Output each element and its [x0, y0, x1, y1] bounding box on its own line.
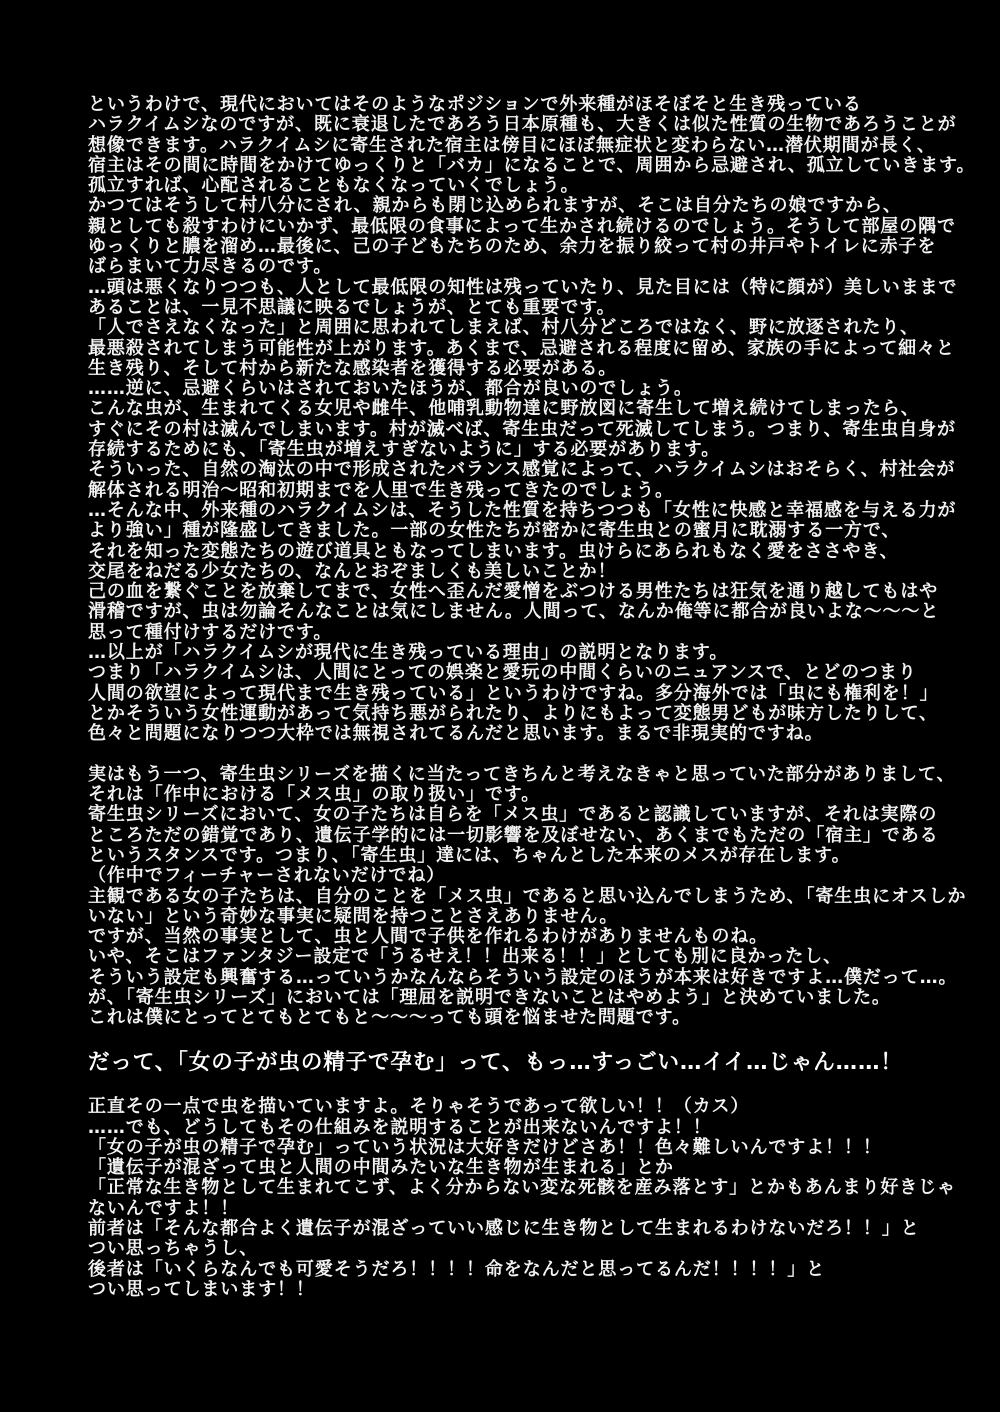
text-line: そういった、自然の淘汰の中で形成されたバランス感覚によって、ハラクイムシはおそらく、村社会が: [88, 459, 956, 481]
text-line: ハラクイムシなのですが、既に衰退したであろう日本原種も、大きくは似た性質の生物であろうことが: [88, 114, 957, 136]
text-line: ……でも、どうしてもその仕組みを説明することが出来ないんですよ！！: [88, 1116, 712, 1138]
text-line: 親としても殺すわけにいかず、最低限の食事によって生かされ続けるのでしょう。そうして部屋の隅で: [88, 215, 956, 237]
text-line: 色々と問題になりつつ大枠では無視されてるんだと思います。まるで非現実的ですね。: [88, 723, 824, 745]
text-line: 交尾をねだる少女たちの、なんとおぞましくも美しいことか！: [88, 560, 617, 582]
text-line: かつてはそうして村八分にされ、親からも閉じ込められますが、そこは自分たちの娘ですから、: [88, 195, 902, 217]
text-line: ところただの錯覚であり、遺伝子学的には一切影響を及ぼせない、あくまでもただの「宿主」である: [88, 824, 939, 846]
blank-line: [88, 1077, 964, 1097]
text-line: 想像できます。ハラクイムシに寄生された宿主は傍目にほぼ無症状と変わらない…潜伏期間が長く、: [88, 134, 936, 156]
text-line: が、「寄生虫シリーズ」においては「理屈を説明できないことはやめよう」と決めていました。: [88, 987, 891, 1009]
text-line: 「人でさえなくなった」と周囲に思われてしまえば、村八分どころではなく、野に放逐されたり、: [88, 317, 920, 339]
text-line: つい思っちゃうし、: [88, 1238, 259, 1260]
text-line: すぐにその村は滅んでしまいます。村が滅べば、寄生虫だって死滅してしまう。つまり、寄生虫自身が: [88, 418, 956, 440]
text-line: それを知った変態たちの遊び道具ともなってしまいます。虫けらにあられもなく愛をささやき、: [88, 540, 899, 562]
text-line: …そんな中、外来種のハラクイムシは、そうした性質を持ちつつも「女性に快感と幸福感を与える力が: [88, 499, 957, 521]
text-line: こんな虫が、生まれてくる女児や雌牛、他哺乳動物達に野放図に寄生して増え続けてしまったら、: [88, 398, 920, 420]
text-line: 主観である女の子たちは、自分のことを「メス虫」であると思い込んでしまうため、「寄生虫にオスしか: [88, 885, 967, 907]
text-line: いや、そこはファンタジー設定で「うるせえ！！出来る！！」としても別に良かったし、: [88, 946, 843, 968]
text-line: ないんですよ！！: [88, 1197, 240, 1219]
blank-line: [88, 745, 964, 765]
text-line: つい思ってしまいます！！: [88, 1278, 315, 1300]
text-line: 宿主はその間に時間をかけてゆっくりと「バカ」になることで、周囲から忌避され、孤立していきます。: [88, 154, 976, 176]
text-line: というスタンスです。つまり、「寄生虫」達には、ちゃんとした本来のメスが存在します。: [88, 844, 851, 866]
text-line: 思って種付けするだけです。: [88, 621, 333, 643]
text-line: というわけで、現代においてはそのようなポジションで外来種がほそぼそと生き残っている: [88, 94, 862, 115]
text-line: （作中でフィーチャーされないだけでね）: [88, 865, 446, 887]
text-line: 解体される明治〜昭和初期までを人里で生き残ってきたのでしょう。: [88, 479, 674, 501]
text-line: あることは、一見不思議に映るでしょうが、とても重要です。: [88, 296, 616, 318]
text-line: これは僕にとってとてもとてもと〜〜〜っても頭を悩ませた問題です。: [88, 1007, 691, 1029]
text-line: 「遺伝子が混ざって虫と人間の中間みたいな生き物が生まれる」とか: [88, 1157, 674, 1179]
text-line: ばらまいて力尽きるのです。: [88, 256, 333, 278]
text-line: …以上が「ハラクイムシが現代に生き残っている理由」の説明となります。: [88, 642, 729, 664]
text-line: つまり「ハラクイムシは、人間にとっての娯楽と愛玩の中間くらいのニュアンスで、とどのつまり: [88, 662, 917, 684]
text-line: より強い」種が隆盛してきました。一部の女性たちが密かに寄生虫との蜜月に耽溺する一方で、: [88, 520, 901, 542]
text-line: 人間の欲望によって現代まで生き残っている」というわけですね。多分海外では「虫にも権利を！」: [88, 682, 939, 704]
text-line: ……逆に、忌避くらいはされておいたほうが、都合が良いのでしょう。: [88, 378, 693, 400]
text-line: とかそういう女性運動があって気持ち悪がられたり、よりにもよって変態男どもが味方したりして、: [88, 702, 938, 724]
headline-line: だって、「女の子が虫の精子で孕む」って、もっ…すっごい…イイ…じゃん……！: [88, 1049, 903, 1075]
text-line: そういう設定も興奮する…っていうかなんならそういう設定のほうが本来は好きですよ…僕だって…。: [88, 966, 958, 988]
text-line: 孤立すれば、心配されることもなくなっていくでしょう。: [88, 175, 580, 197]
blank-line: [88, 1029, 964, 1049]
text-line: 滑稽ですが、虫は勿論そんなことは気にしません。人間って、なんか俺等に都合が良いよな〜〜〜と: [88, 601, 940, 623]
text-line: それは「作中における「メス虫」の取り扱い」です。: [88, 784, 541, 806]
text-line: 最悪殺されてしまう可能性が上がります。あくまで、忌避される程度に留め、家族の手によって細々と: [88, 337, 955, 359]
text-line: いない」という奇妙な事実に疑問を持つことさえありません。: [88, 905, 619, 927]
text-line: 存続するためにも、「寄生虫が増えすぎないように」する必要があります。: [88, 439, 721, 461]
text-line: 実はもう一つ、寄生虫シリーズを描くに当たってきちんと考えなきゃと思っていた部分がありまして、: [88, 763, 956, 785]
document-body: [88, 94, 976, 1300]
text-line: 「女の子が虫の精子で孕む」っていう状況は大好きだけどさあ！！色々難しいんですよ！！！: [88, 1136, 882, 1158]
text-line: 後者は「いくらなんでも可愛そうだろ！！！！命をなんだと思ってるんだ！！！！」と: [88, 1258, 826, 1280]
text-line: 「正常な生き物として生まれてこず、よく分からない変な死骸を産み落とす」とかもあんまり好きじゃ: [88, 1177, 956, 1199]
text-line: ゆっくりと膿を溜め…最後に、己の子どもたちのため、余力を振り絞って村の井戸やトイレに赤子を: [88, 236, 937, 258]
text-line: 己の血を繋ぐことを放棄してまで、女性へ歪んだ愛憎をぶつける男性たちは狂気を通り越してもはや: [88, 581, 939, 603]
text-line: 寄生虫シリーズにおいて、女の子たちは自らを「メス虫」であると認識していますが、それは実際の: [88, 804, 938, 826]
text-line: 正直その一点で虫を描いていますよ。そりゃそうであって欲しい！！（カス）: [88, 1096, 750, 1118]
text-line: 生き残り、そして村から新たな感染者を獲得する必要がある。: [88, 357, 618, 379]
text-line: 前者は「そんな都合よく遺伝子が混ざっていい感じに生き物として生まれるわけないだろ！！」と: [88, 1218, 920, 1240]
text-line: …頭は悪くなりつつも、人として最低限の知性は残っていたり、見た目には（特に顔が）美しいままで: [88, 276, 958, 298]
text-line: ですが、当然の事実として、虫と人間で子供を作れるわけがありませんものね。: [88, 926, 769, 948]
